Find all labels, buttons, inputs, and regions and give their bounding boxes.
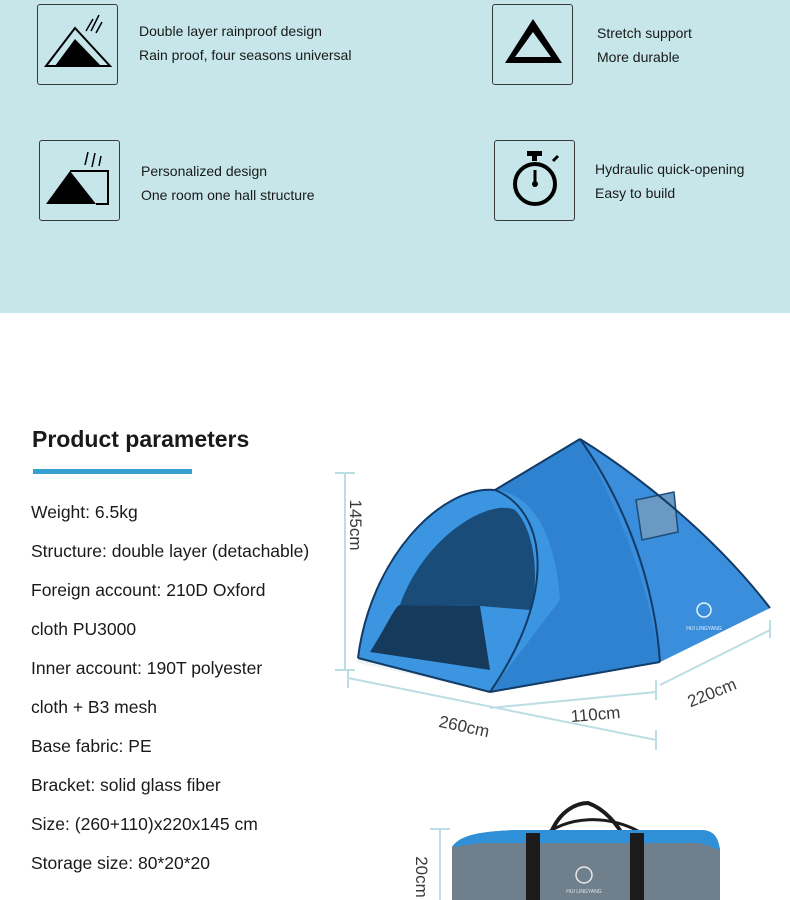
tent-body: [358, 439, 770, 692]
param-item: Weight: 6.5kg: [31, 502, 138, 522]
param-item: Inner account: 190T polyester: [31, 658, 263, 678]
feature-line: Personalized design: [141, 163, 268, 179]
triangle-frame-icon: [492, 4, 573, 85]
param-item: Base fabric: PE: [31, 736, 152, 756]
feature-line: Easy to build: [595, 185, 676, 201]
feature-line: More durable: [597, 49, 680, 65]
feature-line: Rain proof, four seasons universal: [139, 47, 352, 63]
tent-illustration: [330, 430, 790, 760]
params-title: Product parameters: [32, 426, 250, 452]
rain-tent-icon: [37, 4, 118, 85]
param-item: Bracket: solid glass fiber: [31, 775, 221, 795]
param-item: Foreign account: 210D Oxford: [31, 580, 266, 600]
vestibule-label: 110cm: [569, 702, 622, 727]
param-item: cloth PU3000: [31, 619, 137, 639]
features-section: [0, 0, 790, 313]
bag-height-label: 20cm: [412, 856, 431, 898]
bag-height-dimension: [430, 829, 450, 900]
stopwatch-icon: [494, 140, 575, 221]
param-item: Structure: double layer (detachable): [31, 541, 310, 561]
depth-label: 220cm: [684, 674, 740, 712]
title-underline: [33, 469, 192, 474]
feature-line: Stretch support: [597, 25, 692, 41]
feature-line: Double layer rainproof design: [139, 23, 322, 39]
height-label: 145cm: [346, 499, 365, 551]
param-item: Storage size: 80*20*20: [31, 853, 211, 873]
param-item: Size: (260+110)x220x145 cm: [31, 814, 258, 834]
feature-line: One room one hall structure: [141, 187, 315, 203]
storage-bag-illustration: [400, 795, 740, 900]
bag-brand: HUI LINGYANG: [566, 889, 602, 895]
feature-line: Hydraulic quick-opening: [595, 161, 745, 177]
tent-brand: HUI LINGYANG: [686, 626, 722, 632]
length-label: 260cm: [437, 712, 492, 742]
tent-hall-icon: [39, 140, 120, 221]
params-list: [31, 497, 331, 887]
param-item: cloth + B3 mesh: [31, 697, 157, 717]
